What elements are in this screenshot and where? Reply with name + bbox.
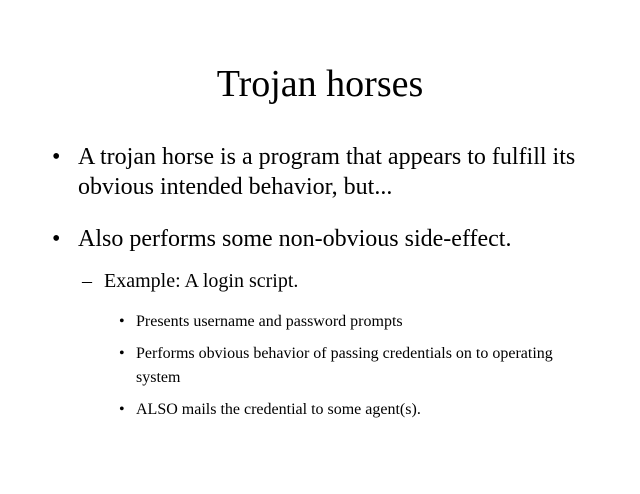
bullet-item (52, 224, 598, 254)
bullet-marker: • (119, 401, 125, 418)
dash-marker: – (82, 270, 92, 292)
bullet-marker: • (119, 345, 125, 362)
bullet-marker: • (52, 144, 61, 170)
sub-sub-bullet-item (119, 310, 596, 334)
sub-bullet-text: Example: A login script. (104, 270, 299, 292)
sub-sub-bullet-item (119, 398, 596, 422)
sub-sub-bullet-item (119, 342, 596, 390)
bullet-marker: • (119, 313, 125, 330)
bullet-item (52, 142, 598, 202)
slide-title: Trojan horses (216, 63, 424, 105)
sub-sub-bullet-text: ALSO mails the credential to some agent(s). (136, 401, 421, 418)
sub-sub-bullet-text: Presents username and password prompts (136, 313, 403, 330)
sub-bullet-item (82, 268, 584, 294)
bullet-marker: • (52, 226, 61, 252)
sub-sub-bullet-text: Performs obvious behavior of passing credentials on to operating system (136, 345, 553, 386)
bullet-text: A trojan horse is a program that appears to fulfill its obvious intended behavior, but... (78, 144, 576, 200)
bullet-text: Also performs some non-obvious side-effect. (78, 226, 512, 252)
